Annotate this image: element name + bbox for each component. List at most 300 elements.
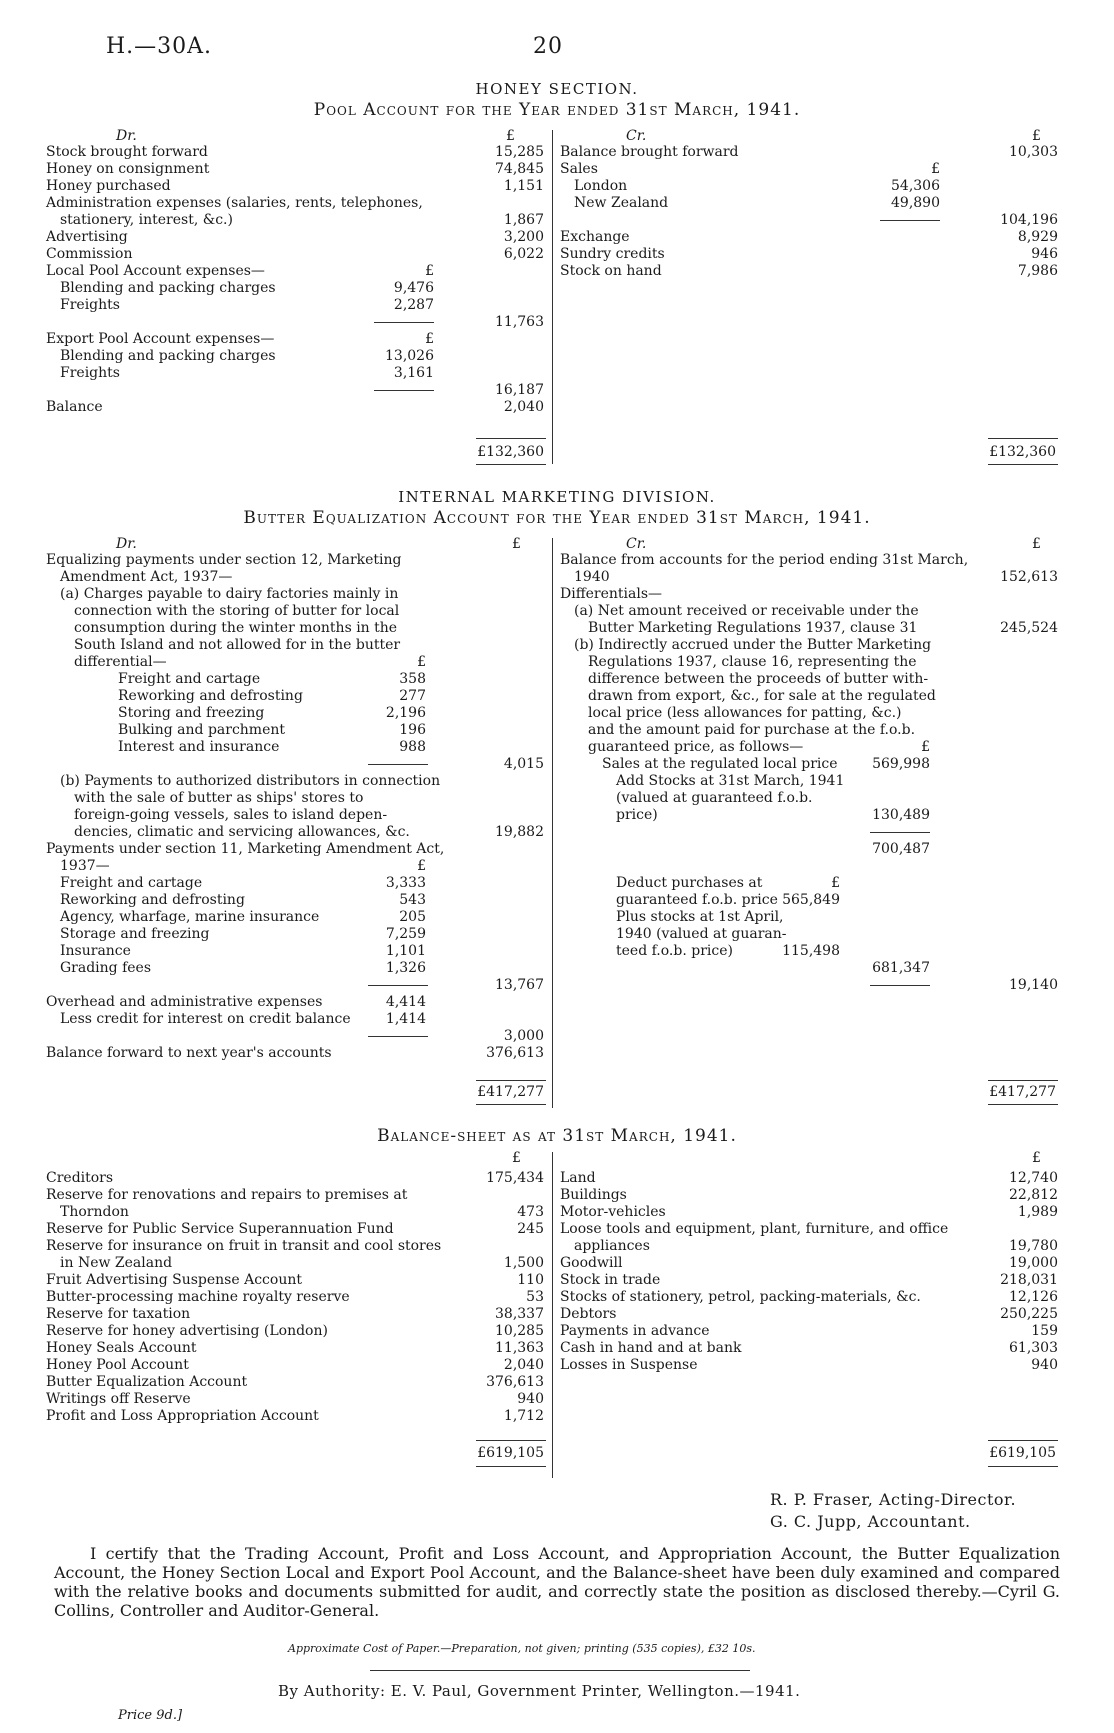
ledger-label: (b) Indirectly accrued under the Butter Marketing xyxy=(574,637,932,653)
ledger-row xyxy=(560,892,1060,909)
total-rule xyxy=(988,1440,1058,1441)
ledger-row xyxy=(560,688,1060,705)
ledger-row xyxy=(46,569,546,586)
ledger-amount: 1,712 xyxy=(503,1408,544,1424)
butter-total-debit: £417,277 xyxy=(477,1084,544,1100)
ledger-label: consumption during the winter months in the xyxy=(74,620,398,636)
ledger-label: Interest and insurance xyxy=(118,739,280,755)
ledger-amount: 16,187 xyxy=(495,382,544,398)
ledger-sub-amount: 9,476 xyxy=(393,280,434,296)
ledger-label: (a) Charges payable to dairy factories mainly in xyxy=(60,586,399,602)
ledger-row xyxy=(46,1204,546,1221)
ledger-sub-amount: 3,333 xyxy=(385,875,426,891)
ledger-row xyxy=(46,654,546,671)
balance-sheet xyxy=(46,1150,1066,1495)
ledger-row xyxy=(46,773,546,790)
ledger-row xyxy=(46,722,546,739)
ledger-label: Loose tools and equipment, plant, furniture, and office xyxy=(560,1221,949,1237)
ledger-amount: 11,363 xyxy=(495,1340,544,1356)
total-rule xyxy=(988,1080,1058,1081)
ledger-label: Debtors xyxy=(560,1306,617,1322)
ledger-amount: 53 xyxy=(526,1289,544,1305)
ledger-row xyxy=(46,909,546,926)
ledger-amount: 946 xyxy=(1031,246,1058,262)
ledger-amount: 1,989 xyxy=(1017,1204,1058,1220)
ledger-row xyxy=(560,229,1060,246)
ledger-row xyxy=(560,637,1060,654)
ledger-sub-amount: 54,306 xyxy=(891,178,940,194)
subtotal-rule xyxy=(880,220,940,221)
ledger-amount: 1,867 xyxy=(503,212,544,228)
ledger-row xyxy=(560,875,1060,892)
balance-sheet-title: Balance-sheet as at 31st March, 1941. xyxy=(377,1126,737,1146)
total-double-rule xyxy=(988,1104,1058,1105)
ledger-sub-amount: 130,489 xyxy=(872,807,930,823)
ledger-row xyxy=(560,705,1060,722)
ledger-amount: 245,524 xyxy=(1000,620,1058,636)
ledger-label: Advertising xyxy=(46,229,128,245)
ledger-amount: 2,040 xyxy=(503,1357,544,1373)
ledger-row xyxy=(560,1238,1060,1255)
ledger-row xyxy=(560,926,1060,943)
honey-debit-column xyxy=(46,144,546,416)
ledger-sub-amount: 115,498 xyxy=(782,943,840,959)
ledger-label: Stocks of stationery, petrol, packing-materials, &c. xyxy=(560,1289,921,1305)
signature-accountant: G. C. Jupp, Accountant. xyxy=(770,1512,971,1531)
ledger-label: Payments in advance xyxy=(560,1323,710,1339)
ledger-label: Stock on hand xyxy=(560,263,662,279)
ledger-row xyxy=(560,739,1060,756)
ledger-sub-amount: 205 xyxy=(399,909,426,925)
total-double-rule xyxy=(476,1466,546,1467)
ledger-label: Stock in trade xyxy=(560,1272,661,1288)
internal-marketing-title: INTERNAL MARKETING DIVISION. xyxy=(398,488,716,506)
ledger-label: Grading fees xyxy=(60,960,152,976)
ledger-label: Equalizing payments under section 12, Marketing xyxy=(46,552,402,568)
ledger-row xyxy=(560,212,1060,229)
ledger-label: (a) Net amount received or receivable under the xyxy=(574,603,919,619)
ledger-row xyxy=(560,161,1060,178)
ledger-sub-amount: 988 xyxy=(399,739,426,755)
ledger-sub-amount: £ xyxy=(921,739,930,755)
ledger-row xyxy=(46,297,546,314)
ledger-sub-amount: £ xyxy=(425,331,434,347)
liabilities-column xyxy=(46,1170,546,1425)
ledger-label: guaranteed price, as follows— xyxy=(588,739,804,755)
ledger-label: Freight and cartage xyxy=(60,875,203,891)
ledger-sub-amount: 681,347 xyxy=(872,960,930,976)
ledger-row xyxy=(46,858,546,875)
ledger-amount: 159 xyxy=(1031,1323,1058,1339)
butter-debit-column xyxy=(46,552,546,1062)
ledger-row xyxy=(46,756,546,773)
ledger-amount: 1,500 xyxy=(503,1255,544,1271)
ledger-amount: 4,015 xyxy=(503,756,544,772)
ledger-label: difference between the proceeds of butter with- xyxy=(588,671,929,687)
ledger-row xyxy=(46,977,546,994)
ledger-label: Overhead and administrative expenses xyxy=(46,994,323,1010)
ledger-label: Creditors xyxy=(46,1170,114,1186)
total-rule xyxy=(988,438,1058,439)
total-double-rule xyxy=(476,1104,546,1105)
ledger-row xyxy=(560,841,1060,858)
subtotal-rule xyxy=(368,764,428,765)
liabilities-total: £619,105 xyxy=(477,1445,544,1461)
ledger-amount: 3,000 xyxy=(503,1028,544,1044)
ledger-row xyxy=(46,1045,546,1062)
ledger-row xyxy=(46,943,546,960)
ledger-row xyxy=(560,1272,1060,1289)
ledger-label: Blending and packing charges xyxy=(60,348,276,364)
honey-section-title: HONEY SECTION. xyxy=(475,80,639,98)
ledger-amount: 61,303 xyxy=(1009,1340,1058,1356)
ledger-row xyxy=(46,1255,546,1272)
ledger-amount: 376,613 xyxy=(486,1374,544,1390)
ledger-sub-amount: 196 xyxy=(399,722,426,738)
ledger-label: Writings off Reserve xyxy=(46,1391,191,1407)
ledger-label: Local Pool Account expenses— xyxy=(46,263,265,279)
ledger-row xyxy=(560,1187,1060,1204)
ledger-amount: 245 xyxy=(517,1221,544,1237)
assets-total: £619,105 xyxy=(989,1445,1056,1461)
ledger-label: appliances xyxy=(574,1238,650,1254)
cost-note: Approximate Cost of Paper.—Preparation, not given; printing (535 copies), £32 10s. xyxy=(288,1642,756,1655)
ledger-label: teed f.o.b. price) xyxy=(616,943,733,959)
ledger-label: Freights xyxy=(60,297,120,313)
ledger-amount: 8,929 xyxy=(1017,229,1058,245)
ledger-row xyxy=(560,246,1060,263)
total-rule xyxy=(476,1440,546,1441)
ledger-row xyxy=(560,824,1060,841)
ledger-amount: 218,031 xyxy=(1000,1272,1058,1288)
ledger-row xyxy=(46,1272,546,1289)
ledger-row xyxy=(560,722,1060,739)
ledger-label: Export Pool Account expenses— xyxy=(46,331,275,347)
ledger-row xyxy=(560,756,1060,773)
ledger-row xyxy=(560,1170,1060,1187)
butter-equalization-account xyxy=(46,536,1066,1116)
ledger-amount: 11,763 xyxy=(495,314,544,330)
divider xyxy=(370,1670,750,1671)
butter-account-title: Butter Equalization Account for the Year ended 31st March, 1941. xyxy=(243,508,871,528)
ledger-row xyxy=(560,960,1060,977)
ledger-row xyxy=(46,1323,546,1340)
ledger-label: foreign-going vessels, sales to island depen- xyxy=(74,807,388,823)
ledger-label: price) xyxy=(616,807,658,823)
ledger-label: Honey on consignment xyxy=(46,161,210,177)
ledger-row xyxy=(560,1357,1060,1374)
ledger-label: guaranteed f.o.b. price xyxy=(616,892,778,908)
ledger-label: connection with the storing of butter for local xyxy=(74,603,400,619)
ledger-row xyxy=(46,926,546,943)
ledger-amount: 110 xyxy=(517,1272,544,1288)
ledger-row xyxy=(46,399,546,416)
butter-total-credit: £417,277 xyxy=(989,1084,1056,1100)
ledger-row xyxy=(560,654,1060,671)
ledger-amount: 12,126 xyxy=(1009,1289,1058,1305)
ledger-sub-amount: 569,998 xyxy=(872,756,930,772)
ledger-label: Cash in hand and at bank xyxy=(560,1340,742,1356)
ledger-row xyxy=(560,1306,1060,1323)
ledger-sub-amount: 2,196 xyxy=(385,705,426,721)
ledger-amount: 1,151 xyxy=(503,178,544,194)
ledger-label: differential— xyxy=(74,654,167,670)
subtotal-rule xyxy=(870,985,930,986)
ledger-amount: 12,740 xyxy=(1009,1170,1058,1186)
ledger-row xyxy=(46,824,546,841)
ledger-row xyxy=(46,365,546,382)
auditor-certificate: I certify that the Trading Account, Profit and Loss Account, and Appropriation Account, the Butter Equalization Account, the Honey Section Local and Export Pool Account, and the Balance-sheet have been duly examined and compared with the relative books and documents submitted for audit, and correctly state the position as disclosed thereby.—Cyril G. Collins, Controller and Auditor-General. xyxy=(54,1544,1060,1620)
ledger-label: Reserve for taxation xyxy=(46,1306,191,1322)
ledger-label: Thorndon xyxy=(60,1204,129,1220)
ledger-label: Reworking and defrosting xyxy=(118,688,303,704)
ledger-sub-amount: 2,287 xyxy=(393,297,434,313)
ledger-row xyxy=(46,1011,546,1028)
ledger-row xyxy=(46,552,546,569)
column-divider xyxy=(552,1152,553,1478)
subtotal-rule xyxy=(870,832,930,833)
ledger-label: London xyxy=(574,178,628,194)
ledger-label: dencies, climatic and servicing allowances, &c. xyxy=(74,824,410,840)
cr-heading: Cr. xyxy=(626,128,647,144)
ledger-label: Butter Equalization Account xyxy=(46,1374,248,1390)
ledger-row xyxy=(560,586,1060,603)
ledger-sub-amount: 565,849 xyxy=(782,892,840,908)
ledger-label: Reserve for honey advertising (London) xyxy=(46,1323,328,1339)
ledger-amount: 19,140 xyxy=(1009,977,1058,993)
butter-credit-column xyxy=(560,552,1060,994)
total-double-rule xyxy=(988,464,1058,465)
dr-heading: Dr. xyxy=(116,128,137,144)
ledger-sub-amount: £ xyxy=(417,858,426,874)
ledger-label: Reserve for renovations and repairs to premises at xyxy=(46,1187,408,1203)
pound-symbol: £ xyxy=(512,536,521,552)
ledger-label: South Island and not allowed for in the butter xyxy=(74,637,401,653)
ledger-label: Less credit for interest on credit balance xyxy=(60,1011,351,1027)
ledger-row xyxy=(46,841,546,858)
ledger-row xyxy=(46,348,546,365)
ledger-row xyxy=(46,263,546,280)
ledger-amount: 250,225 xyxy=(1000,1306,1058,1322)
ledger-amount: 19,780 xyxy=(1009,1238,1058,1254)
subtotal-rule xyxy=(368,985,428,986)
ledger-sub-amount: 7,259 xyxy=(385,926,426,942)
price: Price 9d.] xyxy=(118,1708,183,1723)
ledger-sub-amount: 700,487 xyxy=(872,841,930,857)
ledger-label: Bulking and parchment xyxy=(118,722,286,738)
ledger-row xyxy=(46,212,546,229)
ledger-label: Balance forward to next year's accounts xyxy=(46,1045,332,1061)
ledger-label: Balance brought forward xyxy=(560,144,739,160)
ledger-label: Reworking and defrosting xyxy=(60,892,245,908)
ledger-amount: 19,000 xyxy=(1009,1255,1058,1271)
ledger-label: Deduct purchases at xyxy=(616,875,763,891)
ledger-row xyxy=(46,705,546,722)
ledger-row xyxy=(46,1306,546,1323)
ledger-amount: 104,196 xyxy=(1000,212,1058,228)
subtotal-rule xyxy=(368,1036,428,1037)
column-divider xyxy=(552,130,553,464)
printer-authority: By Authority: E. V. Paul, Government Printer, Wellington.—1941. xyxy=(278,1682,801,1700)
ledger-sub-amount: £ xyxy=(425,263,434,279)
ledger-label: Motor-vehicles xyxy=(560,1204,666,1220)
ledger-row xyxy=(46,1340,546,1357)
ledger-label: Balance from accounts for the period ending 31st March, xyxy=(560,552,969,568)
ledger-label: Losses in Suspense xyxy=(560,1357,698,1373)
ledger-amount: 940 xyxy=(517,1391,544,1407)
ledger-amount: 19,882 xyxy=(495,824,544,840)
pound-symbol: £ xyxy=(506,128,515,144)
ledger-row xyxy=(560,909,1060,926)
total-rule xyxy=(476,1080,546,1081)
ledger-sub-amount: 4,414 xyxy=(385,994,426,1010)
ledger-row xyxy=(46,144,546,161)
ledger-row xyxy=(46,960,546,977)
ledger-label: 1940 (valued at guaran- xyxy=(616,926,787,942)
ledger-amount: 473 xyxy=(517,1204,544,1220)
ledger-amount: 74,845 xyxy=(495,161,544,177)
ledger-label: with the sale of butter as ships' stores to xyxy=(74,790,364,806)
ledger-label: Reserve for Public Service Superannuation Fund xyxy=(46,1221,394,1237)
ledger-label: (b) Payments to authorized distributors in connection xyxy=(60,773,441,789)
assets-column xyxy=(560,1170,1060,1374)
ledger-row xyxy=(560,790,1060,807)
ledger-row xyxy=(46,875,546,892)
ledger-row xyxy=(46,688,546,705)
ledger-row xyxy=(46,1408,546,1425)
ledger-sub-amount: 358 xyxy=(399,671,426,687)
document-code: H.—30A. xyxy=(106,34,213,59)
ledger-sub-amount: 277 xyxy=(399,688,426,704)
ledger-row xyxy=(46,671,546,688)
pound-symbol: £ xyxy=(1032,128,1041,144)
ledger-row xyxy=(46,178,546,195)
ledger-amount: 10,285 xyxy=(495,1323,544,1339)
ledger-sub-amount: £ xyxy=(417,654,426,670)
ledger-label: Buildings xyxy=(560,1187,627,1203)
ledger-label: drawn from export, &c., for sale at the regulated xyxy=(588,688,936,704)
ledger-row xyxy=(560,943,1060,960)
ledger-label: stationery, interest, &c.) xyxy=(60,212,233,228)
ledger-label: New Zealand xyxy=(574,195,669,211)
ledger-row xyxy=(46,229,546,246)
ledger-row xyxy=(46,280,546,297)
ledger-label: (valued at guaranteed f.o.b. xyxy=(616,790,813,806)
ledger-row xyxy=(560,1323,1060,1340)
column-divider xyxy=(552,538,553,1108)
ledger-row xyxy=(46,314,546,331)
ledger-label: Plus stocks at 1st April, xyxy=(616,909,784,925)
ledger-label: Profit and Loss Appropriation Account xyxy=(46,1408,319,1424)
total-double-rule xyxy=(476,464,546,465)
ledger-label: Butter-processing machine royalty reserve xyxy=(46,1289,350,1305)
ledger-label: local price (less allowances for patting, &c.) xyxy=(588,705,902,721)
ledger-row xyxy=(560,195,1060,212)
pound-symbol: £ xyxy=(1032,1150,1041,1166)
ledger-label: Freights xyxy=(60,365,120,381)
ledger-label: Amendment Act, 1937— xyxy=(60,569,233,585)
ledger-row xyxy=(46,1374,546,1391)
ledger-row xyxy=(46,382,546,399)
ledger-amount: 376,613 xyxy=(486,1045,544,1061)
ledger-row xyxy=(560,977,1060,994)
ledger-label: Sales xyxy=(560,161,598,177)
ledger-sub-amount: 543 xyxy=(399,892,426,908)
ledger-amount: 940 xyxy=(1031,1357,1058,1373)
ledger-row xyxy=(560,1255,1060,1272)
ledger-label: Exchange xyxy=(560,229,630,245)
ledger-sub-amount: 1,414 xyxy=(385,1011,426,1027)
subtotal-rule xyxy=(374,390,434,391)
ledger-row xyxy=(560,1289,1060,1306)
ledger-label: Storage and freezing xyxy=(60,926,210,942)
ledger-label: Honey Seals Account xyxy=(46,1340,197,1356)
ledger-row xyxy=(46,892,546,909)
ledger-amount: 13,767 xyxy=(495,977,544,993)
ledger-row xyxy=(46,161,546,178)
ledger-sub-amount: £ xyxy=(831,875,840,891)
ledger-row xyxy=(46,1238,546,1255)
signature-director: R. P. Fraser, Acting-Director. xyxy=(770,1490,1017,1509)
ledger-row xyxy=(46,246,546,263)
ledger-sub-amount: 49,890 xyxy=(891,195,940,211)
ledger-amount: 22,812 xyxy=(1009,1187,1058,1203)
ledger-row xyxy=(46,586,546,603)
ledger-row xyxy=(560,1340,1060,1357)
ledger-label: 1937— xyxy=(60,858,110,874)
ledger-label: Goodwill xyxy=(560,1255,623,1271)
ledger-label: in New Zealand xyxy=(60,1255,173,1271)
ledger-row xyxy=(46,331,546,348)
honey-pool-account xyxy=(46,128,1066,478)
ledger-label: Honey Pool Account xyxy=(46,1357,189,1373)
ledger-row xyxy=(46,1289,546,1306)
ledger-label: Storing and freezing xyxy=(118,705,265,721)
ledger-sub-amount: 3,161 xyxy=(393,365,434,381)
ledger-label: Insurance xyxy=(60,943,131,959)
ledger-row xyxy=(560,1221,1060,1238)
ledger-row xyxy=(560,773,1060,790)
ledger-row xyxy=(46,807,546,824)
ledger-row xyxy=(560,144,1060,161)
ledger-label: Payments under section 11, Marketing Amendment Act, xyxy=(46,841,445,857)
ledger-label: Sales at the regulated local price xyxy=(602,756,838,772)
ledger-row xyxy=(46,1391,546,1408)
ledger-sub-amount: £ xyxy=(931,161,940,177)
ledger-sub-amount: 1,326 xyxy=(385,960,426,976)
ledger-amount: 10,303 xyxy=(1009,144,1058,160)
ledger-label: Agency, wharfage, marine insurance xyxy=(60,909,320,925)
ledger-label: 1940 xyxy=(574,569,610,585)
ledger-label: Differentials— xyxy=(560,586,663,602)
ledger-amount: 15,285 xyxy=(495,144,544,160)
ledger-row xyxy=(560,178,1060,195)
ledger-amount: 6,022 xyxy=(503,246,544,262)
ledger-row xyxy=(560,858,1060,875)
honey-credit-column xyxy=(560,144,1060,280)
honey-total-debit: £132,360 xyxy=(477,444,544,460)
ledger-label: Sundry credits xyxy=(560,246,665,262)
ledger-amount: 3,200 xyxy=(503,229,544,245)
ledger-row xyxy=(46,790,546,807)
ledger-row xyxy=(46,994,546,1011)
ledger-label: Balance xyxy=(46,399,103,415)
page-number: 20 xyxy=(533,34,563,59)
ledger-row xyxy=(46,637,546,654)
total-double-rule xyxy=(988,1466,1058,1467)
ledger-label: Stock brought forward xyxy=(46,144,208,160)
ledger-row xyxy=(560,1204,1060,1221)
